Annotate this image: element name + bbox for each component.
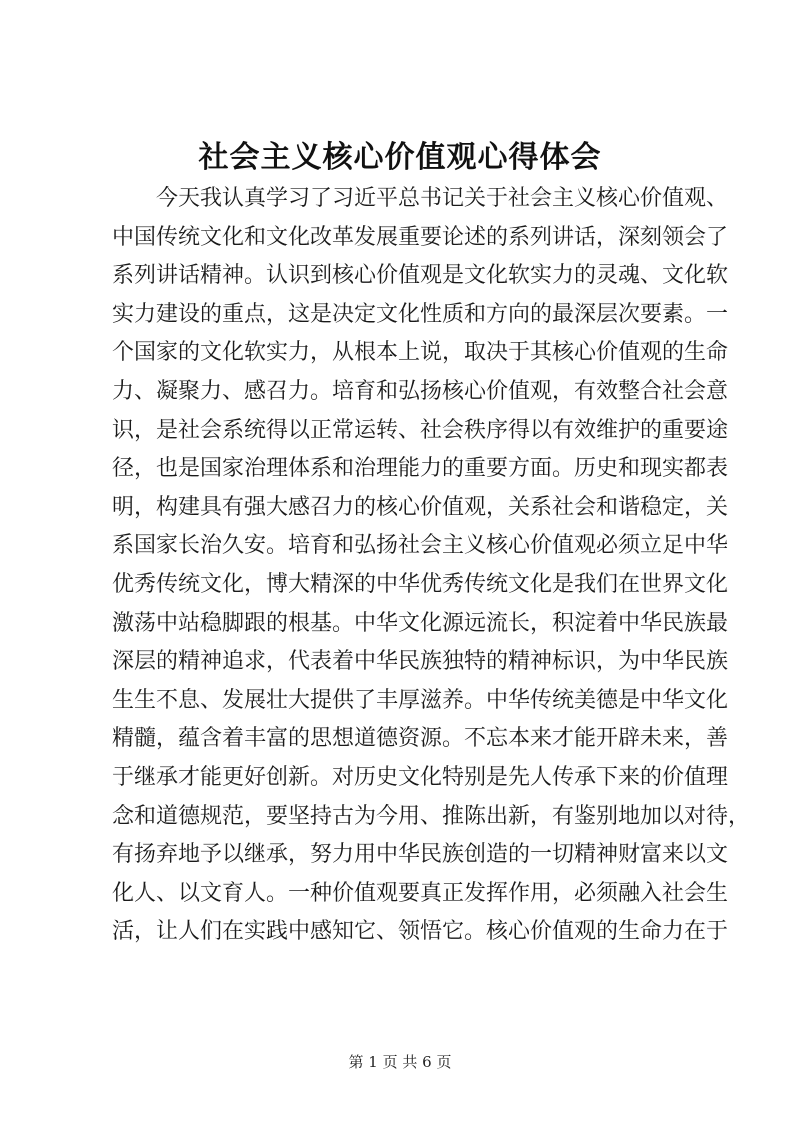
body-line: 实力建设的重点，这是决定文化性质和方向的最深层次要素。一	[112, 301, 729, 327]
body-line: 系国家长治久安。培育和弘扬社会主义核心价值观必须立足中华	[112, 533, 729, 559]
body-line: 明，构建具有强大感召力的核心价值观，关系社会和谐稳定，关	[112, 494, 729, 520]
body-line: 个国家的文化软实力，从根本上说，取决于其核心价值观的生命	[112, 340, 729, 366]
body-line: 念和道德规范，要坚持古为今用、推陈出新，有鉴别地加以对待，	[112, 803, 751, 829]
body-line: 力、凝聚力、感召力。培育和弘扬核心价值观，有效整合社会意	[112, 378, 729, 404]
body-line: 优秀传统文化，博大精深的中华优秀传统文化是我们在世界文化	[112, 571, 729, 597]
body-line: 深层的精神追求，代表着中华民族独特的精神标识，为中华民族	[112, 649, 729, 675]
body-line: 生生不息、发展壮大提供了丰厚滋养。中华传统美德是中华文化	[112, 687, 729, 713]
document-body	[112, 180, 751, 952]
document-title: 社会主义核心价值观心得体会	[198, 140, 602, 175]
body-line: 精髓，蕴含着丰富的思想道德资源。不忘本来才能开辟未来，善	[112, 726, 729, 752]
body-line: 活，让人们在实践中感知它、领悟它。核心价值观的生命力在于	[112, 919, 729, 945]
page-number: 第 1 页 共 6 页	[348, 1053, 452, 1071]
body-line: 今天我认真学习了习近平总书记关于社会主义核心价值观、	[156, 186, 729, 211]
body-line: 于继承才能更好创新。对历史文化特别是先人传承下来的价值理	[112, 764, 729, 790]
body-line: 有扬弃地予以继承，努力用中华民族创造的一切精神财富来以文	[112, 842, 729, 868]
body-line: 化人、以文育人。一种价值观要真正发挥作用，必须融入社会生	[112, 880, 729, 906]
body-line: 系列讲话精神。认识到核心价值观是文化软实力的灵魂、文化软	[112, 263, 729, 289]
body-line: 识，是社会系统得以正常运转、社会秩序得以有效维护的重要途	[112, 417, 729, 443]
body-line: 径，也是国家治理体系和治理能力的重要方面。历史和现实都表	[112, 456, 729, 482]
body-line: 激荡中站稳脚跟的根基。中华文化源远流长，积淀着中华民族最	[112, 610, 729, 636]
body-line: 中国传统文化和文化改革发展重要论述的系列讲话，深刻领会了	[112, 224, 729, 250]
